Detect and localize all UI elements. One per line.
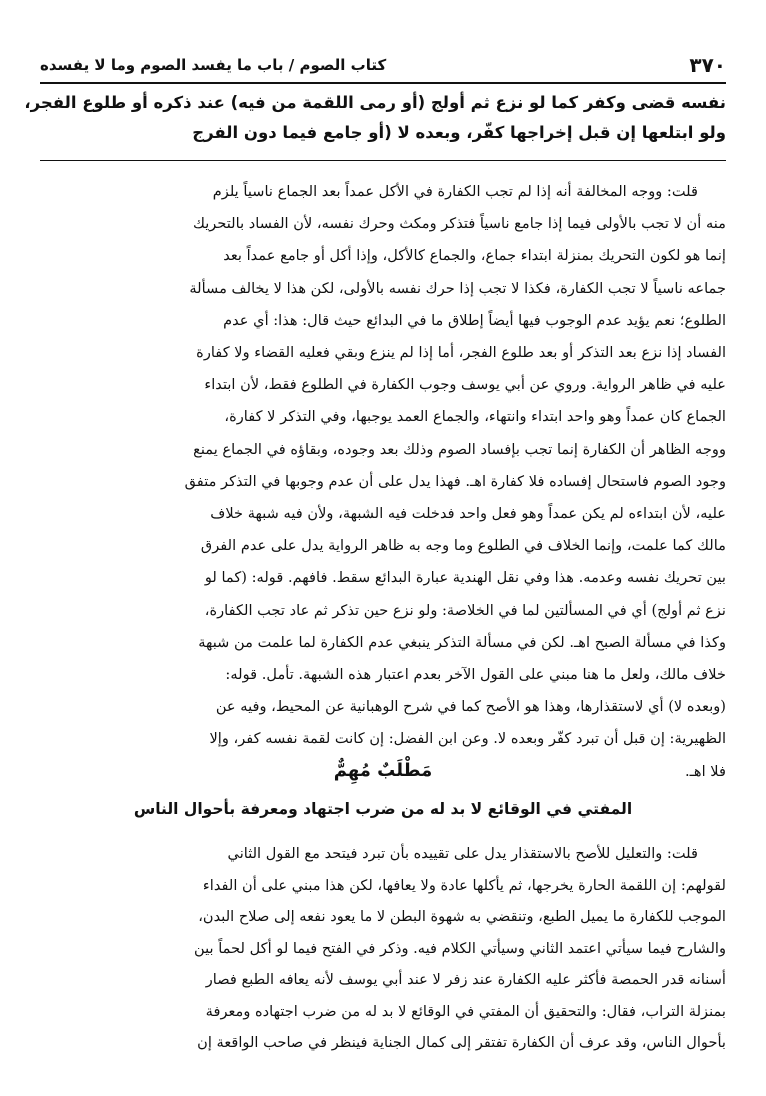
commentary-line: فلا اهـ. <box>685 762 726 780</box>
commentary-line: عليه في ظاهر الرواية. وروي عن أبي يوسف وجوب الكفارة في الطلوع فقط، لأن ابتداء <box>204 376 726 394</box>
commentary-line: الفساد إذا نزع بعد التذكر أو بعد طلوع الفجر، أما إذا لم ينزع وبقي فعليه القضاء ولا كفارة <box>196 344 726 362</box>
main-text <box>24 88 726 148</box>
commentary-line: وكذا في مسألة الصبح اهـ. لكن في مسألة التذكر ينبغي عدم الكفارة لما علمت من شبهة <box>198 633 726 651</box>
main-text-line: نفسه قضى وكفر كما لو نزع ثم أولج (أو رمى اللقمة من فيه) عند ذكره أو طلوع الفجر، <box>24 93 726 112</box>
commentary-block-2 <box>40 838 726 1059</box>
commentary-line: إنما هو لكون التحريك بمنزلة ابتداء جماع، والجماع كالأكل، وإذا أكل أو جامع عمداً بعد <box>223 247 726 265</box>
commentary-line: جماعه ناسياً لا تجب الكفارة، فكذا لا تجب إذا حرك نفسه بالأولى، لكن هذا لا يخالف مسألة <box>189 279 726 297</box>
commentary-line: بمنزلة التراب، فقال: والتحقيق أن المفتي في الوقائع لا بد له من ضرب اجتهاده ومعرفة <box>205 1002 726 1020</box>
main-text-line: ولو ابتلعها إن قبل إخراجها كفّر، وبعده لا (أو جامع فيما دون الفرج <box>192 123 726 142</box>
commentary-line: لقولهم: إن اللقمة الحارة يخرجها، ثم يأكلها عادة ولا يعافها، لكن هذا مبني على أن الفداء <box>202 876 726 894</box>
commentary-block <box>40 176 726 788</box>
commentary-line: والشارح فيما سيأتي اعتمد الثاني وسيأتي الكلام فيه. وذكر في الفتح فيما لو أكل لحماً بين <box>194 939 726 957</box>
commentary-line: نزع ثم أولج) أي في المسألتين لما في الخلاصة: ولو نزع حين تذكر ثم عاد تجب الكفارة، <box>204 601 726 619</box>
main-text-divider <box>40 160 726 161</box>
note-subheading: المفتي في الوقائع لا بد له من ضرب اجتهاد ومعرفة بأحوال الناس <box>133 800 633 818</box>
commentary-line: بأحوال الناس، وقد عرف أن الكفارة تفتقر إلى كمال الجناية فينظر في صاحب الواقعة إن <box>197 1034 726 1051</box>
book-page <box>24 0 726 1096</box>
commentary-line: بين تحريك نفسه وعدمه. هذا وفي نقل الهندية عبارة البدائع سقط. فافهم. قوله: (كما لو <box>204 569 726 587</box>
commentary-line: وجود الصوم فاستحال إفساده فلا كفارة اهـ. فهذا يدل على أن عدم وجوبها في التذكر متفق <box>184 472 726 490</box>
commentary-line: (وبعده لا) أي لاستقذارها، وهذا هو الأصح كما في شرح الوهبانية عن المحيط، وفيه عن <box>215 698 726 716</box>
running-title: كتاب الصوم / باب ما يفسد الصوم وما لا يفسده <box>40 56 387 74</box>
note-heading: مَطْلَبٌ مُهِمٌّ <box>333 760 433 781</box>
header-divider <box>40 82 726 84</box>
commentary-line: قلت: ووجه المخالفة أنه إذا لم تجب الكفارة في الأكل عمداً بعد الجماع ناسياً يلزم <box>212 183 698 200</box>
commentary-line: عليه، لأن ابتداءه لم يكن عمداً وهو فعل واحد فدخلت فيه الشبهة، ولأن فيه شبهة خلاف <box>210 505 726 523</box>
commentary-line: مالك كما علمت، وإنما الخلاف في الطلوع وما وجه به ظاهر الرواية يدل على عدم الفرق <box>200 537 726 555</box>
commentary-line: ووجه الظاهر أن الكفارة إنما تجب بإفساد الصوم وذلك بعد وجوده، وبقاؤه في الجماع يمنع <box>193 440 726 458</box>
commentary-line: الجماع كان عمداً وهو واحد ابتداء وانتهاء، والجماع العمد يوجبها، وفي التذكر لا كفارة، <box>224 408 726 426</box>
running-header <box>40 52 726 78</box>
commentary-line: منه أن لا تجب بالأولى فيما إذا جامع ناسياً فتذكر ومكث وحرك نفسه، لأن الفساد بالتحريك <box>192 215 726 233</box>
commentary-line: خلاف مالك، ولعل ما هنا مبني على القول الآخر بعدم اعتبار هذه الشبهة. تأمل. قوله: <box>225 666 726 684</box>
commentary-line: أسنانه قدر الحمصة فأكثر عليه الكفارة عند زفر لا عند أبي يوسف لأنه يعافه الطبع فصار <box>205 971 726 988</box>
commentary-line: قلت: والتعليل للأصح بالاستقذار يدل على تقييده بأن تبرد فيتحد مع القول الثاني <box>227 845 698 862</box>
page-number: ٣٧٠ <box>689 53 726 77</box>
commentary-line: الموجب للكفارة ما يميل الطبع، وتنقضي به شهوة البطن لا ما يعود نفعه إلى صلاح البدن، <box>198 908 726 925</box>
commentary-line: الطلوع؛ نعم يؤيد عدم الوجوب فيها أيضاً إطلاق ما في البدائع حيث قال: هذا: أي عدم <box>223 311 726 329</box>
commentary-line: الظهيرية: إن قبل أن تبرد كفّر وبعده لا. وعن ابن الفضل: إن كانت لقمة نفسه كفر، وإلا <box>209 730 726 748</box>
